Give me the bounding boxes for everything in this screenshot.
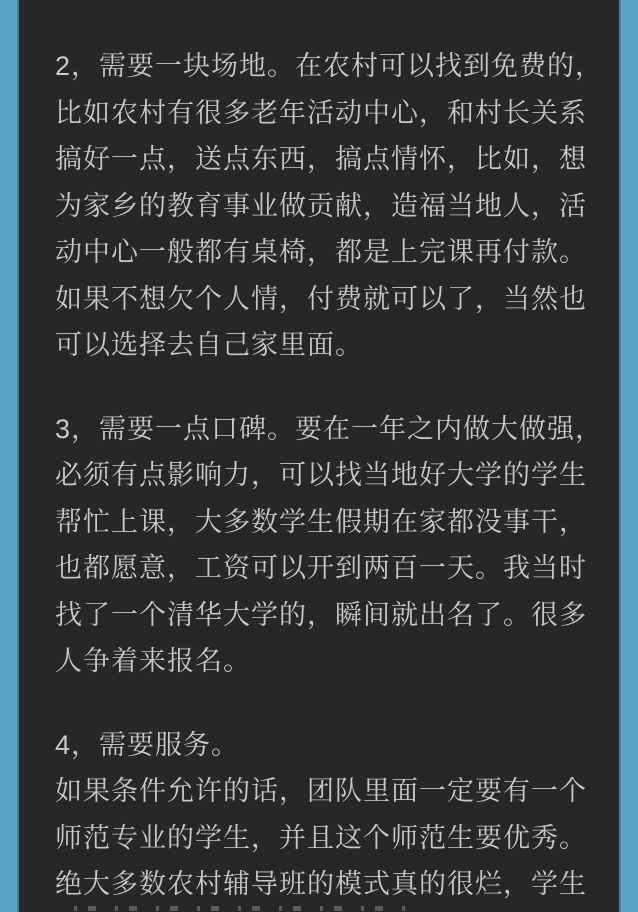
text-line: 帮忙上课，大多数学生假期在家都没事干， <box>55 506 587 537</box>
text-line: 也都愿意，工资可以开到两百一天。我当时 <box>55 553 587 583</box>
text-line: 4，需要服务。 <box>55 729 240 760</box>
post-card[interactable] <box>19 0 619 912</box>
text-line: 3，需要一点口碑。要在一年之内做大做强， <box>55 413 604 444</box>
text-line: 师范专业的学生，并且这个师范生要优秀。 <box>55 822 587 853</box>
text-line: 可以选择去自己家里面。 <box>55 330 363 360</box>
text-line: 为家乡的教育事业做贡献，造福当地人，活 <box>55 190 587 221</box>
text-line: 如果不想欠个人情，付费就可以了，当然也 <box>55 283 587 314</box>
paragraph-service <box>55 722 587 908</box>
clipped-next-line-fragment <box>74 906 414 911</box>
text-line: 人争着来报名。 <box>55 646 251 676</box>
paragraph-venue <box>55 43 604 369</box>
text-line: 绝大多数农村辅导班的模式真的很烂，学生 <box>55 869 587 899</box>
text-line: 如果条件允许的话，团队里面一定要有一个 <box>55 776 587 806</box>
text-line: 必须有点影响力，可以找当地好大学的学生 <box>55 460 587 490</box>
text-line: 搞好一点，送点东西，搞点情怀，比如，想 <box>55 144 587 174</box>
text-line: 比如农村有很多老年活动中心，和村长关系 <box>55 97 587 128</box>
paragraph-reputation <box>55 406 604 685</box>
text-line: 2，需要一块场地。在农村可以找到免费的， <box>55 51 604 81</box>
text-line: 找了一个清华大学的，瞬间就出名了。很多 <box>55 599 587 630</box>
text-line: 动中心一般都有桌椅，都是上完课再付款。 <box>55 237 587 267</box>
